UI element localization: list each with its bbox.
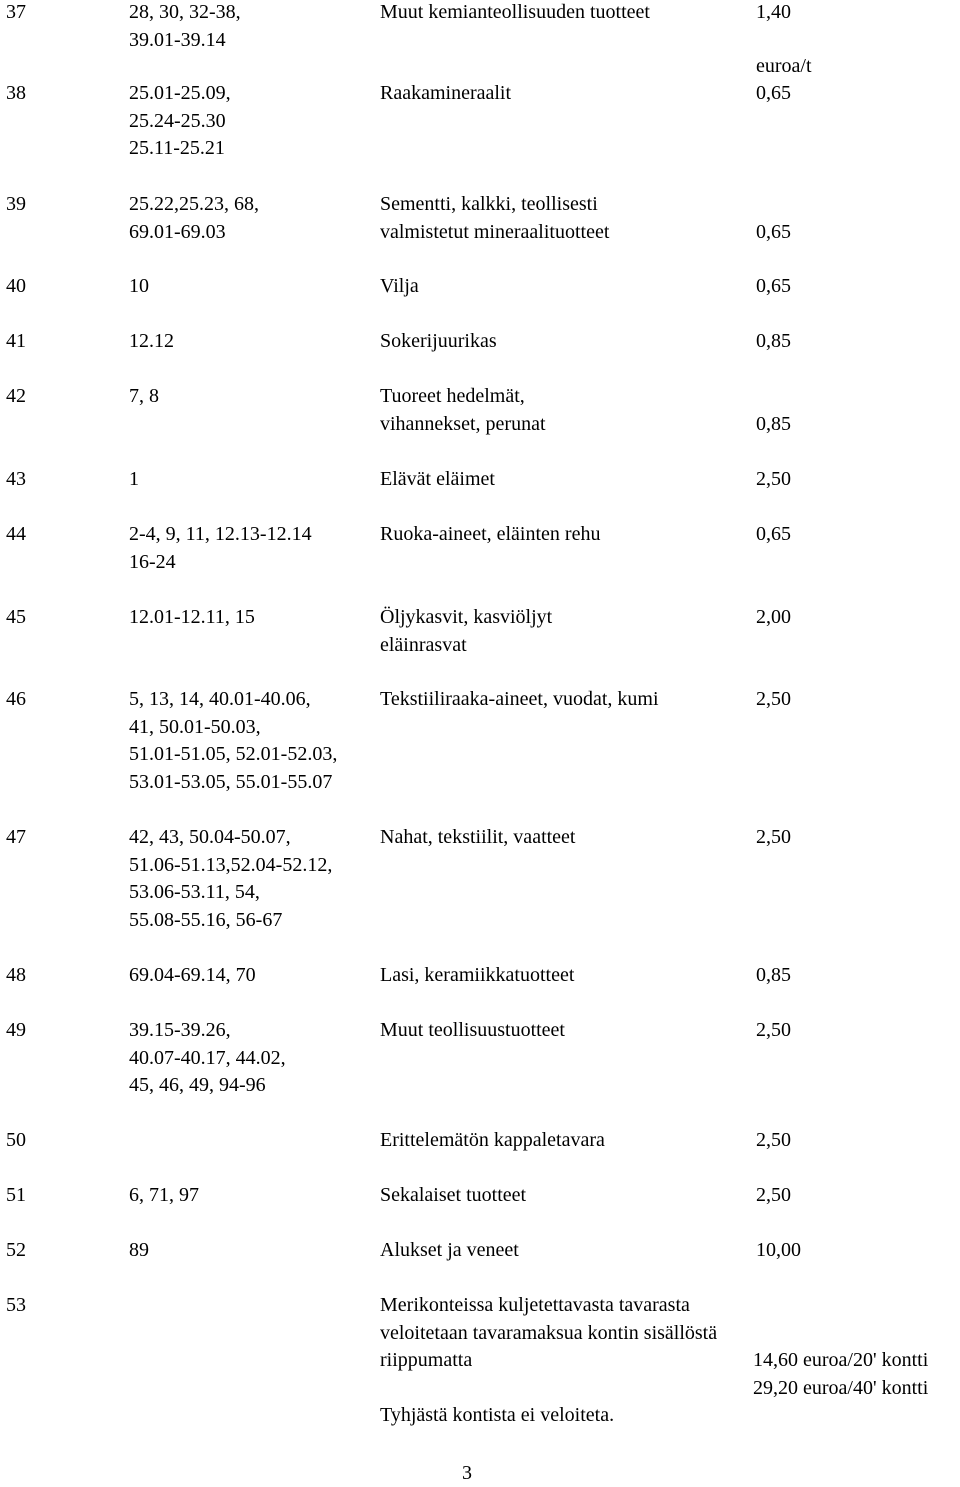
commodity-codes: 45, 46, 49, 94-96 <box>129 1074 266 1096</box>
row-number: 45 <box>6 606 26 628</box>
fee-rate: 2,50 <box>756 1184 791 1206</box>
fee-rate: 2,50 <box>756 688 791 710</box>
item-description: Nahat, tekstiilit, vaatteet <box>380 826 576 848</box>
fee-rate: 0,65 <box>756 220 791 243</box>
item-description: Erittelemätön kappaletavara <box>380 1129 605 1151</box>
commodity-codes: 69.04-69.14, 70 <box>129 964 256 986</box>
row-number: 44 <box>6 523 26 545</box>
fee-rate: 0,65 <box>756 82 791 104</box>
commodity-codes: 55.08-55.16, 56-67 <box>129 908 283 931</box>
commodity-codes: 16-24 <box>129 550 176 573</box>
item-description: Vilja <box>380 275 419 297</box>
item-description: Muut kemianteollisuuden tuotteet <box>380 1 650 23</box>
item-description: Tuoreet hedelmät, <box>380 385 525 407</box>
row-number: 42 <box>6 385 26 407</box>
item-description: Lasi, keramiikkatuotteet <box>380 964 575 986</box>
item-description: vihannekset, perunat <box>380 412 546 435</box>
fee-rate: 2,50 <box>756 1129 791 1151</box>
row-number: 52 <box>6 1239 26 1261</box>
fee-rate: 0,85 <box>756 330 791 352</box>
commodity-codes: 5, 13, 14, 40.01-40.06, <box>129 688 311 710</box>
fee-rate: 10,00 <box>756 1239 801 1261</box>
fee-rate: 2,50 <box>756 468 791 490</box>
row-number: 37 <box>6 1 26 23</box>
commodity-codes: 69.01-69.03 <box>129 220 226 243</box>
fee-rate: 0,85 <box>756 964 791 986</box>
item-description: Muut teollisuustuotteet <box>380 1019 565 1041</box>
row-number: 48 <box>6 964 26 986</box>
item-description: Tyhjästä kontista ei veloiteta. <box>380 1404 615 1426</box>
fee-rate: 0,65 <box>756 523 791 545</box>
item-description: eläinrasvat <box>380 633 467 656</box>
commodity-codes: 12.01-12.11, 15 <box>129 606 255 628</box>
item-description: Sekalaiset tuotteet <box>380 1184 527 1206</box>
fee-rate: 1,40 <box>756 1 791 23</box>
container-fee: 29,20 euroa/40' kontti <box>753 1376 929 1399</box>
row-number: 39 <box>6 193 26 215</box>
fee-rate: 2,50 <box>756 1019 791 1041</box>
item-description: Öljykasvit, kasviöljyt <box>380 606 553 628</box>
container-fee: 14,60 euroa/20' kontti <box>753 1349 929 1371</box>
row-number: 46 <box>6 688 26 710</box>
commodity-codes: 25.11-25.21 <box>129 137 225 159</box>
fee-rate: 2,00 <box>756 606 791 628</box>
commodity-codes: 40.07-40.17, 44.02, <box>129 1046 286 1069</box>
commodity-codes: 28, 30, 32-38, <box>129 1 241 23</box>
item-description: Elävät eläimet <box>380 468 495 490</box>
commodity-codes: 6, 71, 97 <box>129 1184 199 1206</box>
commodity-codes: 89 <box>129 1239 149 1261</box>
commodity-codes: 25.01-25.09, <box>129 82 231 104</box>
fee-rate: 2,50 <box>756 826 791 848</box>
item-description: Tekstiiliraaka-aineet, vuodat, kumi <box>380 688 659 710</box>
commodity-codes: 41, 50.01-50.03, <box>129 715 261 738</box>
fee-rate: 0,65 <box>756 275 791 297</box>
item-description: riippumatta <box>380 1349 473 1371</box>
item-description: Raakamineraalit <box>380 82 512 104</box>
commodity-codes: 10 <box>129 275 149 297</box>
row-number: 53 <box>6 1294 26 1316</box>
row-number: 47 <box>6 826 26 848</box>
item-description: Sementti, kalkki, teollisesti <box>380 193 598 215</box>
commodity-codes: 25.22,25.23, 68, <box>129 193 259 215</box>
commodity-codes: 42, 43, 50.04-50.07, <box>129 826 291 848</box>
commodity-codes: 51.01-51.05, 52.01-52.03, <box>129 743 338 765</box>
commodity-codes: 39.15-39.26, <box>129 1019 231 1041</box>
commodity-codes: 39.01-39.14 <box>129 28 226 51</box>
row-number: 49 <box>6 1019 26 1041</box>
row-number: 43 <box>6 468 26 490</box>
item-description: Merikonteissa kuljetettavasta tavarasta <box>380 1294 690 1316</box>
commodity-codes: 7, 8 <box>129 385 159 407</box>
row-number: 40 <box>6 275 26 297</box>
row-number: 41 <box>6 330 26 352</box>
item-description: Alukset ja veneet <box>380 1239 519 1261</box>
commodity-codes: 53.06-53.11, 54, <box>129 881 260 903</box>
row-number: 38 <box>6 82 26 104</box>
commodity-codes: 12.12 <box>129 330 174 352</box>
item-description: Ruoka-aineet, eläinten rehu <box>380 523 601 545</box>
item-description: Sokerijuurikas <box>380 330 497 352</box>
item-description: valmistetut mineraalituotteet <box>380 220 610 243</box>
commodity-codes: 53.01-53.05, 55.01-55.07 <box>129 770 333 793</box>
commodity-codes: 25.24-25.30 <box>129 109 226 132</box>
row-number: 50 <box>6 1129 26 1151</box>
row-number: 51 <box>6 1184 26 1206</box>
page-number: 3 <box>462 1462 472 1484</box>
commodity-codes: 2-4, 9, 11, 12.13-12.14 <box>129 523 312 545</box>
commodity-codes: 51.06-51.13,52.04-52.12, <box>129 853 333 876</box>
fee-rate: 0,85 <box>756 412 791 435</box>
commodity-codes: 1 <box>129 468 139 490</box>
item-description: veloitetaan tavaramaksua kontin sisällöstä <box>380 1321 718 1344</box>
unit-header: euroa/t <box>756 54 812 77</box>
